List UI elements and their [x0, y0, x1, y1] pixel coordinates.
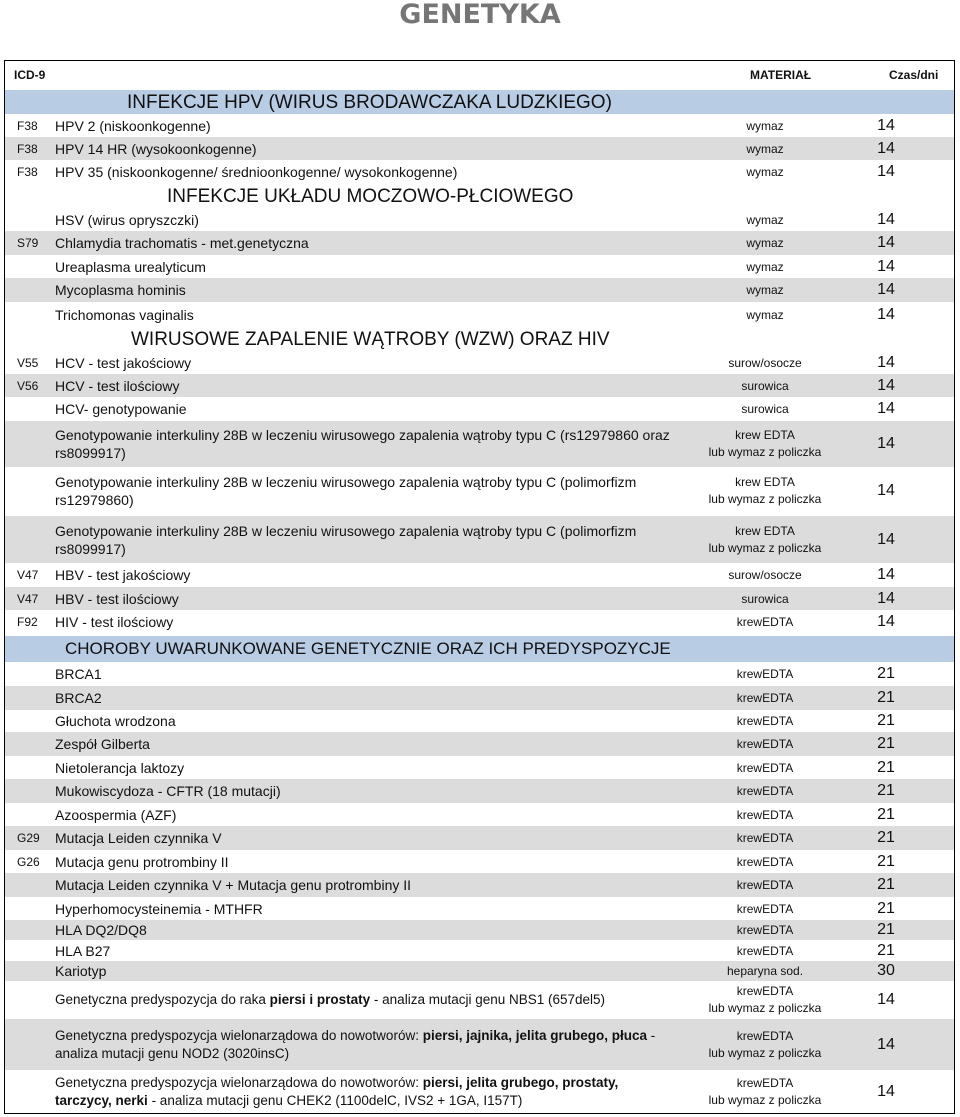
row-test-name: Chlamydia trachomatis - met.genetyczna: [55, 235, 309, 251]
row-material: wymaz: [746, 213, 784, 227]
row-test-name: HCV - test jakościowy: [55, 355, 192, 371]
table-row: [5, 516, 954, 563]
row-material: wymaz: [746, 308, 784, 322]
row-material: krewEDTA lub wymaz z policzka: [708, 984, 822, 1015]
table-row: [5, 397, 954, 420]
row-icd-code: G26: [17, 855, 40, 869]
page-title: GENETYKA: [399, 0, 561, 30]
row-material: krewEDTA: [736, 615, 794, 629]
row-days: 21: [877, 712, 895, 729]
row-material: krew EDTA lub wymaz z policzka: [708, 428, 822, 459]
row-icd-code: V47: [17, 568, 39, 582]
row-test-name: Mutacja Leiden czynnika V: [55, 830, 222, 846]
row-days: 21: [877, 853, 895, 870]
row-material: krewEDTA lub wymaz z policzka: [708, 1076, 822, 1107]
row-material: surow/osocze: [728, 356, 802, 370]
row-test-name: Hyperhomocysteinemia - MTHFR: [55, 901, 263, 917]
row-material: krewEDTA: [736, 855, 794, 869]
row-test-name: HLA B27: [55, 943, 111, 959]
table-row: [5, 468, 954, 514]
row-days: 14: [877, 435, 895, 452]
row-test-name: Kariotyp: [55, 963, 107, 979]
row-days: 14: [877, 211, 895, 228]
row-icd-code: F38: [17, 165, 38, 179]
table-row: [5, 920, 954, 940]
table-row: [5, 1070, 954, 1114]
row-material: wymaz: [746, 142, 784, 156]
section-header: [5, 90, 954, 114]
row-material: wymaz: [746, 165, 784, 179]
row-days: 14: [877, 1036, 895, 1053]
table-row: [5, 137, 954, 160]
row-days: 14: [877, 117, 895, 134]
table-row: [5, 686, 954, 710]
row-test-name: Mutacja Leiden czynnika V + Mutacja genu protrombiny II: [55, 877, 412, 893]
header-time: Czas/dni: [889, 68, 939, 82]
row-material: krewEDTA: [736, 784, 794, 798]
row-days: 14: [877, 991, 895, 1008]
table-row: [5, 940, 954, 961]
row-material: krewEDTA: [736, 944, 794, 958]
row-material: krewEDTA: [736, 714, 794, 728]
row-days: 21: [877, 665, 895, 682]
row-days: 21: [877, 759, 895, 776]
table-row: [5, 208, 954, 232]
row-test-name: Mycoplasma hominis: [55, 282, 186, 298]
table-row: [5, 610, 954, 634]
row-days: 14: [877, 566, 895, 583]
row-days: 14: [877, 234, 895, 251]
row-icd-code: G29: [17, 831, 40, 845]
table-row: [5, 374, 954, 397]
row-days: 21: [877, 921, 895, 938]
row-test-name: Trichomonas vaginalis: [55, 307, 194, 323]
row-material: krewEDTA: [736, 831, 794, 845]
row-days: 14: [877, 482, 895, 499]
row-material: surowica: [741, 379, 789, 393]
row-test-name: Mutacja genu protrombiny II: [55, 854, 229, 870]
row-icd-code: V56: [17, 379, 39, 393]
row-test-name: HSV (wirus opryszczki): [55, 212, 199, 228]
table-row: [5, 981, 954, 1019]
row-test-name: HLA DQ2/DQ8: [55, 922, 147, 938]
table-row: [5, 826, 954, 850]
row-days: 14: [877, 354, 895, 371]
row-days: 14: [877, 590, 895, 607]
table-row: [5, 873, 954, 897]
row-material: surowica: [741, 402, 789, 416]
table-row: [5, 803, 954, 826]
row-test-name: Genotypowanie interkuliny 28B w leczeniu wirusowego zapalenia wątroby typu C (rs12979860 oraz rs8099917): [55, 427, 670, 461]
table-row: [5, 1019, 954, 1070]
header-material: MATERIAŁ: [750, 68, 812, 82]
row-test-name: HBV - test ilościowy: [55, 591, 179, 607]
row-test-name: HCV - test ilościowy: [55, 378, 180, 394]
row-days: 14: [877, 281, 895, 298]
row-days: 14: [877, 306, 895, 323]
table-row: [5, 732, 954, 756]
table-row: [5, 779, 954, 803]
table-row: [5, 351, 954, 374]
row-days: 21: [877, 806, 895, 823]
row-material: krewEDTA lub wymaz z policzka: [708, 1029, 822, 1060]
row-days: 14: [877, 400, 895, 417]
row-test-name: HPV 14 HR (wysokoonkogenne): [55, 141, 257, 157]
row-material: krewEDTA: [736, 737, 794, 751]
row-days: 21: [877, 900, 895, 917]
row-material: krewEDTA: [736, 878, 794, 892]
row-icd-code: F38: [17, 119, 38, 133]
row-test-name: HPV 35 (niskoonkogenne/ średnioonkogenne/ wysokonkogenne): [55, 164, 458, 180]
section-header: [5, 636, 954, 662]
row-days: 30: [877, 962, 895, 979]
section-header: [5, 327, 954, 351]
table-row: [5, 850, 954, 874]
section-title: CHOROBY UWARUNKOWANE GENETYCZNIE ORAZ ICH PREDYSPOZYCJE: [65, 639, 671, 658]
row-test-name: HCV- genotypowanie: [55, 401, 187, 417]
row-material: krewEDTA: [736, 923, 794, 937]
row-test-name: Nietolerancja laktozy: [55, 760, 185, 776]
table-row: [5, 421, 954, 467]
row-test-name: Głuchota wrodzona: [55, 713, 176, 729]
row-days: 21: [877, 689, 895, 706]
header-icd: ICD-9: [14, 68, 46, 82]
row-material: krewEDTA: [736, 667, 794, 681]
table-row: [5, 709, 954, 733]
row-test-name: Genetyczna predyspozycja wielonarządowa do nowotworów: piersi, jajnika, jelita grubego, płuca - analiza mutacji genu NOD2 (3020insC): [55, 1028, 656, 1061]
row-days: 21: [877, 829, 895, 846]
row-test-name: BRCA1: [55, 666, 102, 682]
table-row: [5, 756, 954, 780]
table-row: [5, 563, 954, 587]
row-material: heparyna sod.: [726, 964, 804, 978]
row-icd-code: F92: [17, 615, 38, 629]
row-days: 21: [877, 782, 895, 799]
row-days: 21: [877, 876, 895, 893]
table-row: [5, 255, 954, 279]
row-days: 14: [877, 613, 895, 630]
table-row: [5, 231, 954, 255]
table-row: [5, 961, 954, 981]
row-icd-code: V55: [17, 356, 39, 370]
row-material: wymaz: [746, 236, 784, 250]
section-title: WIRUSOWE ZAPALENIE WĄTROBY (WZW) ORAZ HIV: [131, 329, 610, 350]
row-material: krewEDTA: [736, 808, 794, 822]
row-icd-code: V47: [17, 592, 39, 606]
row-material: surowica: [741, 592, 789, 606]
table-row: [5, 302, 954, 327]
row-test-name: HIV - test ilościowy: [55, 614, 174, 630]
row-test-name: Genetyczna predyspozycja do raka piersi i prostaty - analiza mutacji genu NBS1 (657del5): [55, 992, 606, 1007]
row-material: wymaz: [746, 260, 784, 274]
row-test-name: Zespół Gilberta: [55, 736, 150, 752]
row-material: krewEDTA: [736, 761, 794, 775]
row-days: 21: [877, 735, 895, 752]
row-material: krewEDTA: [736, 691, 794, 705]
row-days: 14: [877, 1083, 895, 1100]
row-test-name: HBV - test jakościowy: [55, 567, 191, 583]
table-row: [5, 278, 954, 302]
row-material: krewEDTA: [736, 902, 794, 916]
row-test-name: Ureaplasma urealyticum: [55, 259, 206, 275]
row-material: wymaz: [746, 119, 784, 133]
row-test-name: Genetyczna predyspozycja wielonarządowa do nowotworów: piersi, jelita grubego, prostaty, tarczycy, nerki - analiza mutacji genu CHEK2 (1100delC, IVS2 + 1GA, I157T): [55, 1075, 619, 1108]
row-test-name: BRCA2: [55, 690, 102, 706]
row-test-name: HPV 2 (niskoonkogenne): [55, 118, 211, 134]
table-row: [5, 897, 954, 921]
row-days: 14: [877, 531, 895, 548]
row-days: 14: [877, 258, 895, 275]
section-header: [5, 184, 954, 208]
row-test-name: Azoospermia (AZF): [55, 807, 177, 823]
row-days: 14: [877, 140, 895, 157]
row-days: 21: [877, 942, 895, 959]
row-material: wymaz: [746, 283, 784, 297]
row-test-name: Mukowiscydoza - CFTR (18 mutacji): [55, 783, 281, 799]
row-icd-code: S79: [17, 236, 39, 250]
row-test-name: Genotypowanie interkuliny 28B w leczeniu wirusowego zapalenia wątroby typu C (polimorfizm rs12979860): [55, 474, 637, 508]
table-row: [5, 662, 954, 686]
row-material: krew EDTA lub wymaz z policzka: [708, 524, 822, 555]
row-days: 14: [877, 163, 895, 180]
table-row: [5, 160, 954, 184]
section-title: INFEKCJE HPV (WIRUS BRODAWCZAKA LUDZKIEGO): [127, 92, 612, 113]
table-row: [5, 587, 954, 610]
row-days: 14: [877, 377, 895, 394]
row-material: krew EDTA lub wymaz z policzka: [708, 475, 822, 506]
row-icd-code: F38: [17, 142, 38, 156]
row-test-name: Genotypowanie interkuliny 28B w leczeniu wirusowego zapalenia wątroby typu C (polimorfizm rs8099917): [55, 523, 637, 557]
table-row: [5, 114, 954, 137]
section-title: INFEKCJE UKŁADU MOCZOWO-PŁCIOWEGO: [167, 186, 574, 207]
row-material: surow/osocze: [728, 568, 802, 582]
